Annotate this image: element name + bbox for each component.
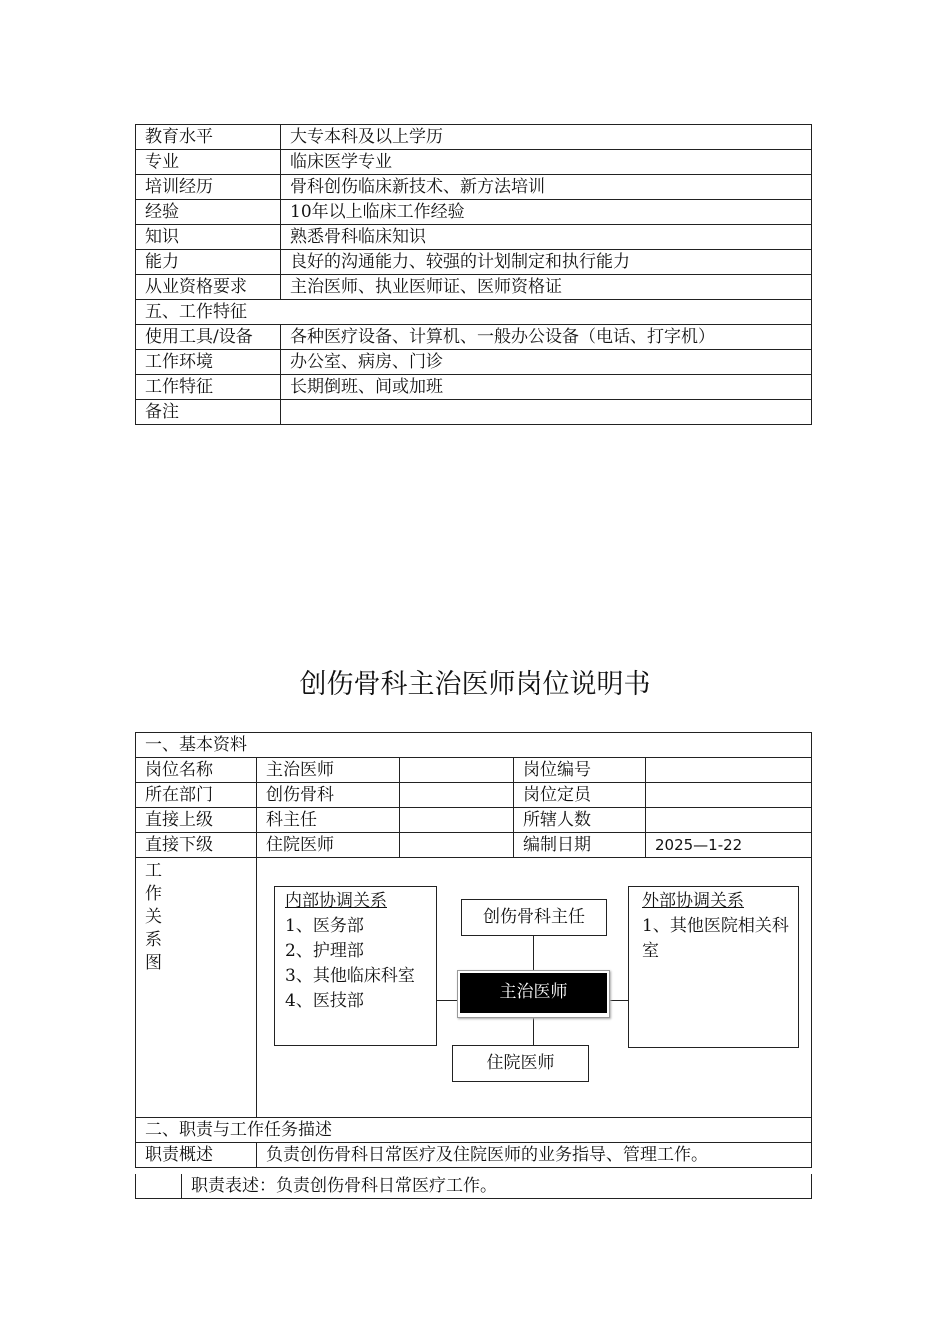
empty-cell xyxy=(400,758,514,783)
table-row xyxy=(136,275,812,300)
row-label: 教育水平 xyxy=(136,125,281,150)
field-value: 主治医师 xyxy=(257,758,400,783)
row-value: 主治医师、执业医师证、医师资格证 xyxy=(281,275,812,300)
field-value: 负责创伤骨科日常医疗及住院医师的业务指导、管理工作。 xyxy=(257,1143,812,1168)
field-value xyxy=(646,783,812,808)
list-item: 1、医务部 xyxy=(285,916,364,936)
field-label: 直接下级 xyxy=(136,833,257,858)
table-row xyxy=(136,225,812,250)
row-value xyxy=(281,400,812,425)
relation-label-char: 工 xyxy=(145,861,162,881)
table-row xyxy=(136,375,812,400)
table-row xyxy=(136,325,812,350)
field-label: 所在部门 xyxy=(136,783,257,808)
relation-label-char: 关 xyxy=(145,907,162,927)
row-label: 经验 xyxy=(136,200,281,225)
section-header-row xyxy=(136,733,812,758)
empty-cell xyxy=(400,783,514,808)
qualifications-table xyxy=(135,124,812,425)
relation-label xyxy=(136,858,257,1118)
field-value xyxy=(646,758,812,783)
row-value: 大专本科及以上学历 xyxy=(281,125,812,150)
empty-cell xyxy=(400,808,514,833)
field-label: 所辖人数 xyxy=(514,808,646,833)
connector-line xyxy=(609,1000,629,1001)
row-label: 使用工具/设备 xyxy=(136,325,281,350)
superior-box: 创伤骨科主任 xyxy=(461,899,607,936)
field-label: 岗位定员 xyxy=(514,783,646,808)
row-value: 熟悉骨科临床知识 xyxy=(281,225,812,250)
table-row xyxy=(136,833,812,858)
list-item: 2、护理部 xyxy=(285,941,364,961)
field-value xyxy=(646,808,812,833)
table-row xyxy=(136,200,812,225)
empty-cell xyxy=(400,833,514,858)
row-label: 工作环境 xyxy=(136,350,281,375)
section-header-row xyxy=(136,1118,812,1143)
relation-label-char: 系 xyxy=(145,930,162,950)
external-relations-text: 1、其他医院相关科室 xyxy=(642,916,789,961)
external-relations-title: 外部协调关系 xyxy=(642,891,744,911)
field-label: 职责概述 xyxy=(136,1143,257,1168)
page-title: 创伤骨科主治医师岗位说明书 xyxy=(299,669,651,700)
section-heading: 五、工作特征 xyxy=(136,300,812,325)
subordinate-box: 住院医师 xyxy=(452,1045,589,1082)
field-label: 岗位编号 xyxy=(514,758,646,783)
field-label: 直接上级 xyxy=(136,808,257,833)
row-label: 培训经历 xyxy=(136,175,281,200)
table-row xyxy=(136,783,812,808)
row-label: 工作特征 xyxy=(136,375,281,400)
duty-table xyxy=(135,1174,812,1199)
row-label: 知识 xyxy=(136,225,281,250)
table-row xyxy=(136,125,812,150)
relation-label-char: 图 xyxy=(145,953,162,973)
internal-relations-box xyxy=(274,886,437,1046)
section-header-row xyxy=(136,300,812,325)
row-value: 10年以上临床工作经验 xyxy=(281,200,812,225)
row-value: 良好的沟通能力、较强的计划制定和执行能力 xyxy=(281,250,812,275)
row-label: 专业 xyxy=(136,150,281,175)
row-label: 从业资格要求 xyxy=(136,275,281,300)
internal-relations-title: 内部协调关系 xyxy=(285,891,387,911)
table-row xyxy=(136,175,812,200)
table-row xyxy=(136,400,812,425)
table-row xyxy=(136,350,812,375)
table-row xyxy=(136,150,812,175)
table-row xyxy=(136,1143,812,1168)
field-value: 创伤骨科 xyxy=(257,783,400,808)
row-value: 办公室、病房、门诊 xyxy=(281,350,812,375)
row-label: 备注 xyxy=(136,400,281,425)
table-row xyxy=(136,250,812,275)
field-value: 科主任 xyxy=(257,808,400,833)
connector-line xyxy=(533,935,534,971)
field-value: 2025—1-22 xyxy=(646,833,812,858)
section-heading: 二、职责与工作任务描述 xyxy=(136,1118,812,1143)
row-label: 能力 xyxy=(136,250,281,275)
row-value: 长期倒班、间或加班 xyxy=(281,375,812,400)
duty-text: 职责表述：负责创伤骨科日常医疗工作。 xyxy=(182,1174,812,1199)
row-value: 骨科创伤临床新技术、新方法培训 xyxy=(281,175,812,200)
center-role-box xyxy=(457,970,610,1018)
table-row xyxy=(136,808,812,833)
section-heading: 一、基本资料 xyxy=(136,733,812,758)
row-value: 各种医疗设备、计算机、一般办公设备（电话、打字机） xyxy=(281,325,812,350)
empty-cell xyxy=(136,1174,182,1199)
field-value: 住院医师 xyxy=(257,833,400,858)
table-row xyxy=(136,1174,812,1199)
list-item: 3、其他临床科室 xyxy=(285,966,415,986)
external-relations-box xyxy=(628,886,799,1048)
center-role-label: 主治医师 xyxy=(460,973,607,1013)
field-label: 岗位名称 xyxy=(136,758,257,783)
list-item: 4、医技部 xyxy=(285,991,364,1011)
connector-line xyxy=(533,1018,534,1046)
relation-label-char: 作 xyxy=(145,884,162,904)
field-label: 编制日期 xyxy=(514,833,646,858)
table-row xyxy=(136,758,812,783)
row-value: 临床医学专业 xyxy=(281,150,812,175)
